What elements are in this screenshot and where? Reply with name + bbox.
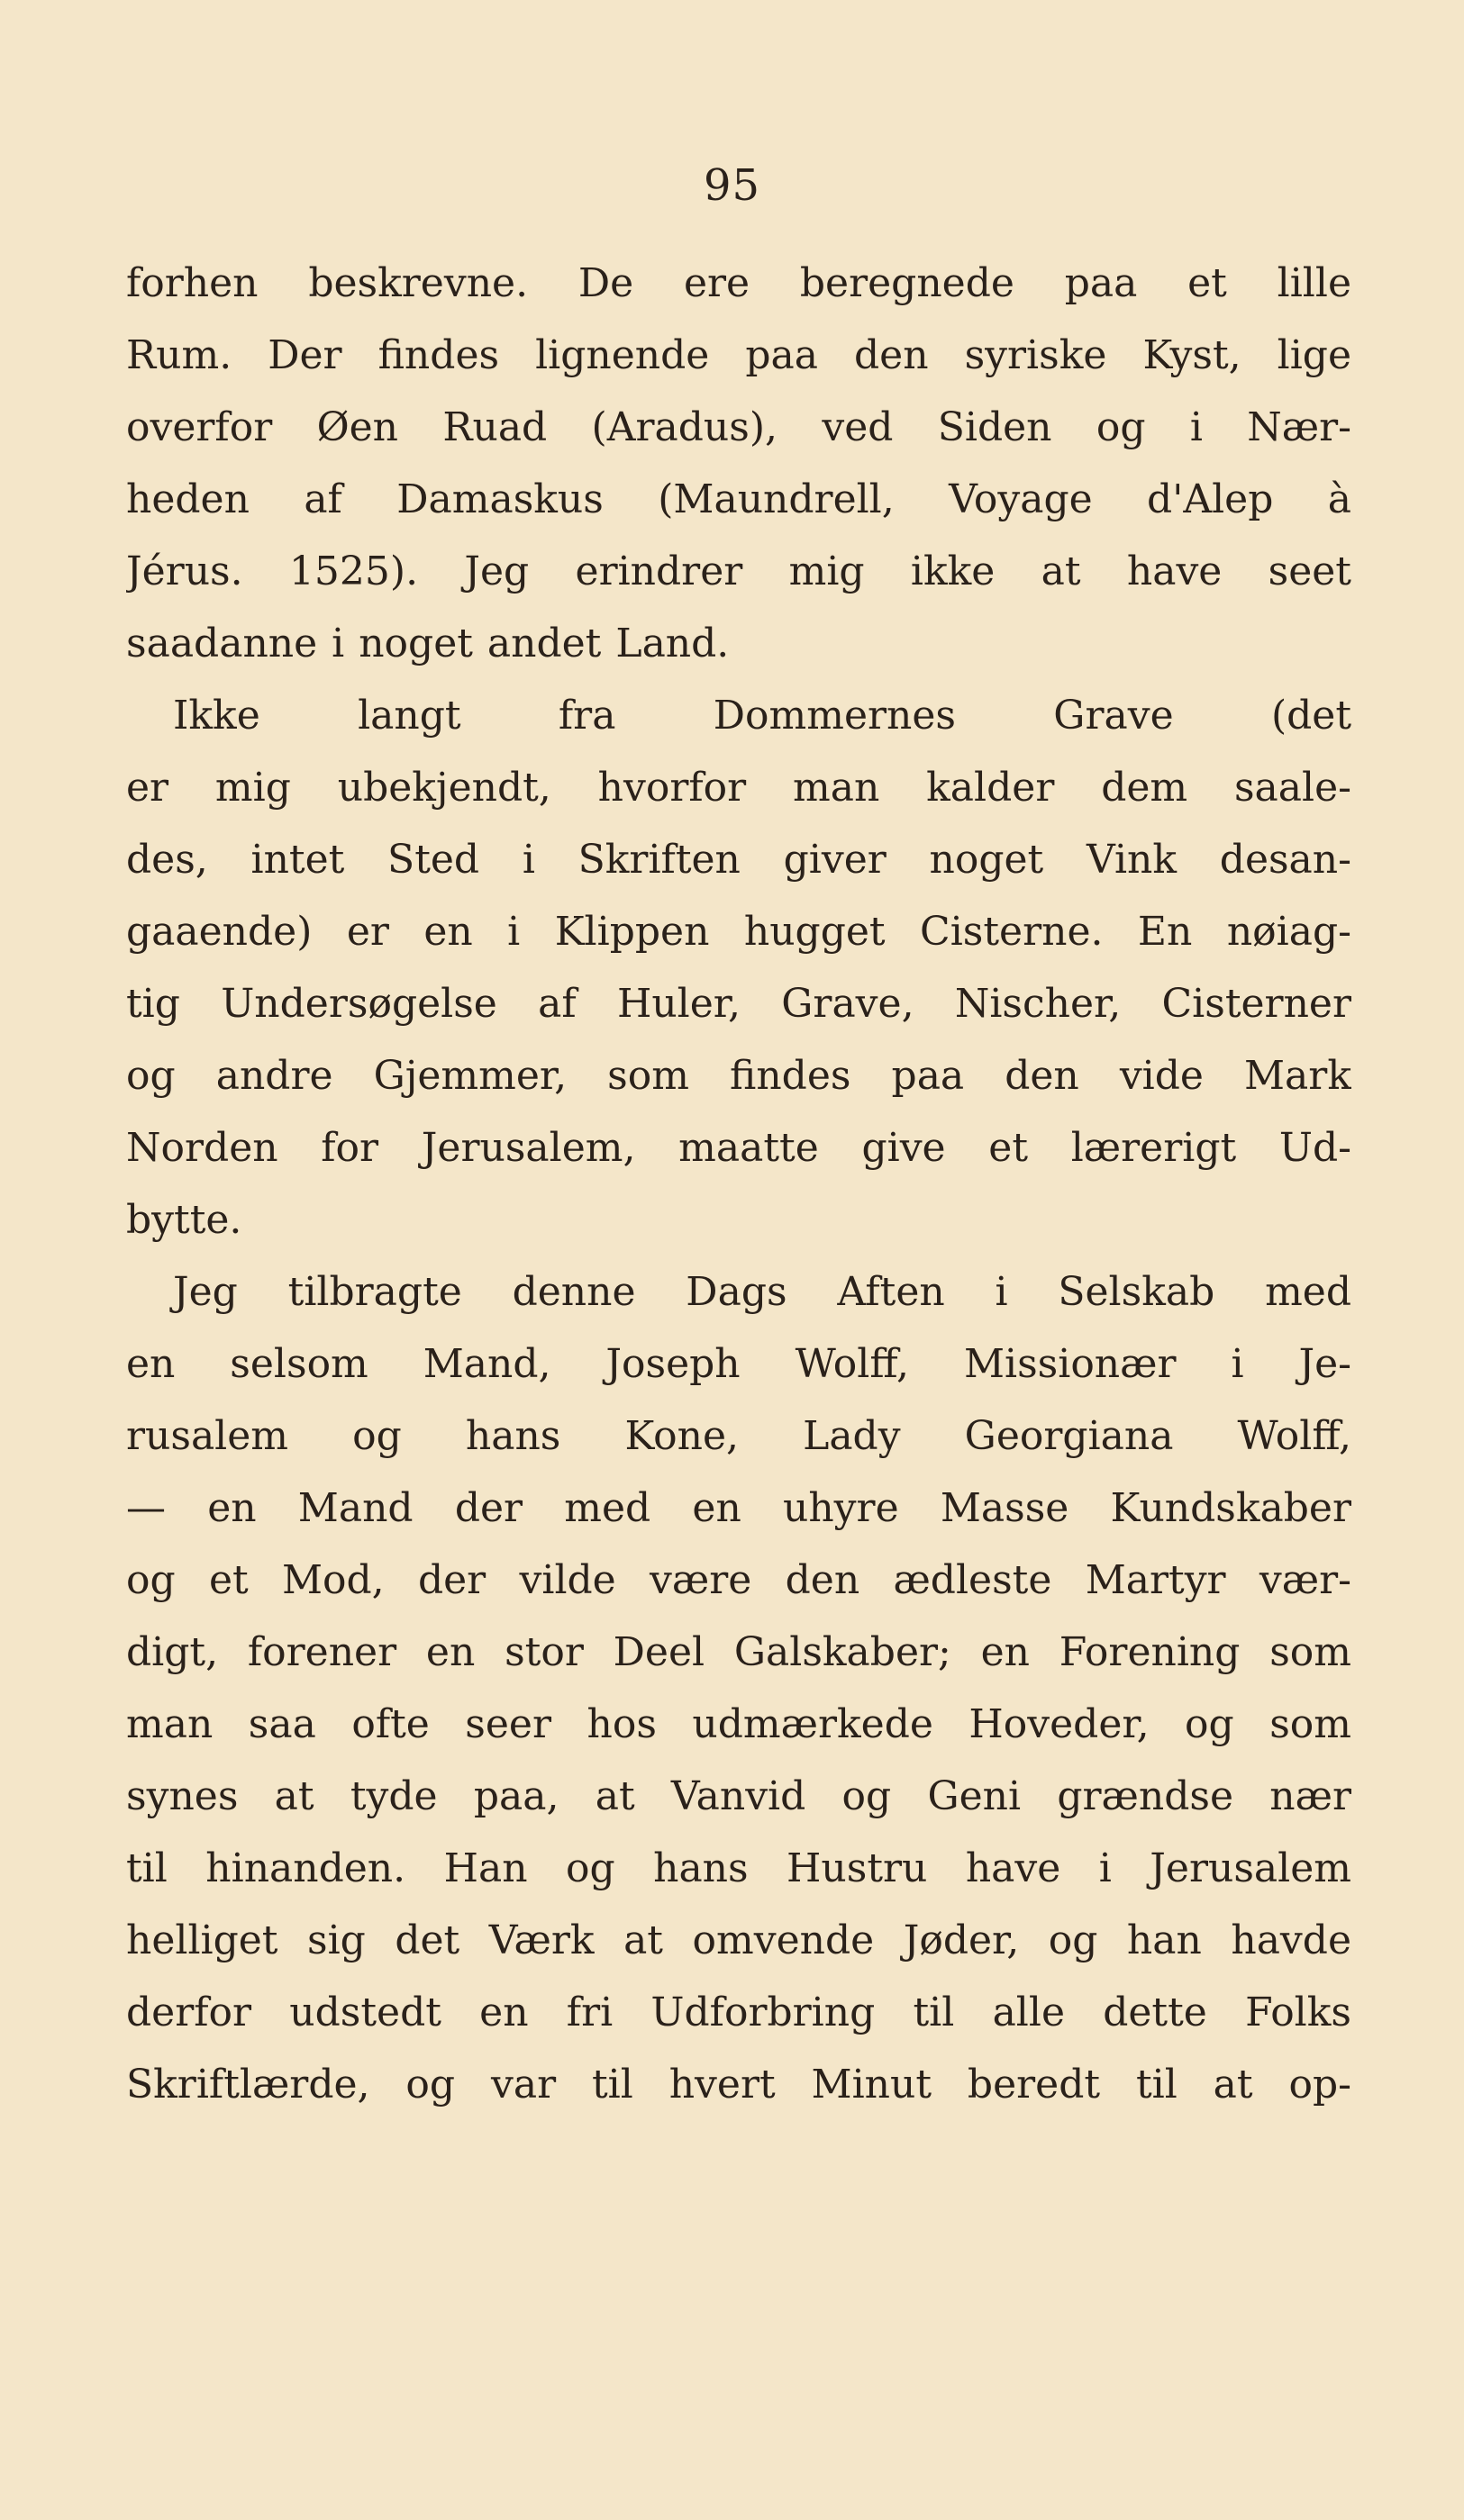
text-line: Norden for Jerusalem, maatte give et lærerigt Ud- [126, 1125, 1351, 1171]
text-line: en selsom Mand, Joseph Wolff, Missionær i Je- [126, 1341, 1351, 1387]
text-line: helliget sig det Værk at omvende Jøder, og han havde [126, 1917, 1351, 1963]
text-line: tig Undersøgelse af Huler, Grave, Nischer, Cisterner [126, 981, 1351, 1027]
text-line: Skriftlærde, og var til hvert Minut beredt til at op- [126, 2062, 1351, 2108]
text-line: gaaende) er en i Klippen hugget Cisterne. En nøiag- [126, 909, 1351, 955]
text-line: overfor Øen Ruad (Aradus), ved Siden og i Nær- [126, 404, 1351, 450]
text-line: Ikke langt fra Dommernes Grave (det [173, 693, 1351, 739]
text-line: og et Mod, der vilde være den ædleste Martyr vær- [126, 1557, 1351, 1603]
page-number: 95 [703, 160, 761, 211]
text-line: derfor udstedt en fri Udforbring til alle dette Folks [126, 1990, 1351, 2035]
text-block [126, 248, 1351, 2121]
text-line: rusalem og hans Kone, Lady Georgiana Wolff, [126, 1413, 1351, 1459]
text-line: synes at tyde paa, at Vanvid og Geni grændse nær [126, 1773, 1351, 1819]
text-line: Jeg tilbragte denne Dags Aften i Selskab med [173, 1269, 1351, 1315]
text-line: forhen beskrevne. De ere beregnede paa et lille [126, 260, 1351, 306]
text-line: — en Mand der med en uhyre Masse Kundskaber [126, 1485, 1351, 1531]
text-line: des, intet Sted i Skriften giver noget Vink desan- [126, 837, 1351, 883]
text-line: heden af Damaskus (Maundrell, Voyage d'Alep à [126, 476, 1351, 522]
text-line: er mig ubekjendt, hvorfor man kalder dem saale- [126, 765, 1351, 811]
text-line: man saa ofte seer hos udmærkede Hoveder, og som [126, 1701, 1351, 1747]
text-line: og andre Gjemmer, som findes paa den vide Mark [126, 1053, 1351, 1099]
text-line: Jérus. 1525). Jeg erindrer mig ikke at have seet [126, 548, 1351, 594]
text-line: til hinanden. Han og hans Hustru have i Jerusalem [126, 1845, 1351, 1891]
text-line: Rum. Der findes lignende paa den syriske Kyst, lige [126, 332, 1351, 378]
text-line: digt, forener en stor Deel Galskaber; en Forening som [126, 1629, 1351, 1675]
text-line: saadanne i noget andet Land. [126, 621, 730, 666]
text-line: bytte. [126, 1197, 242, 1243]
